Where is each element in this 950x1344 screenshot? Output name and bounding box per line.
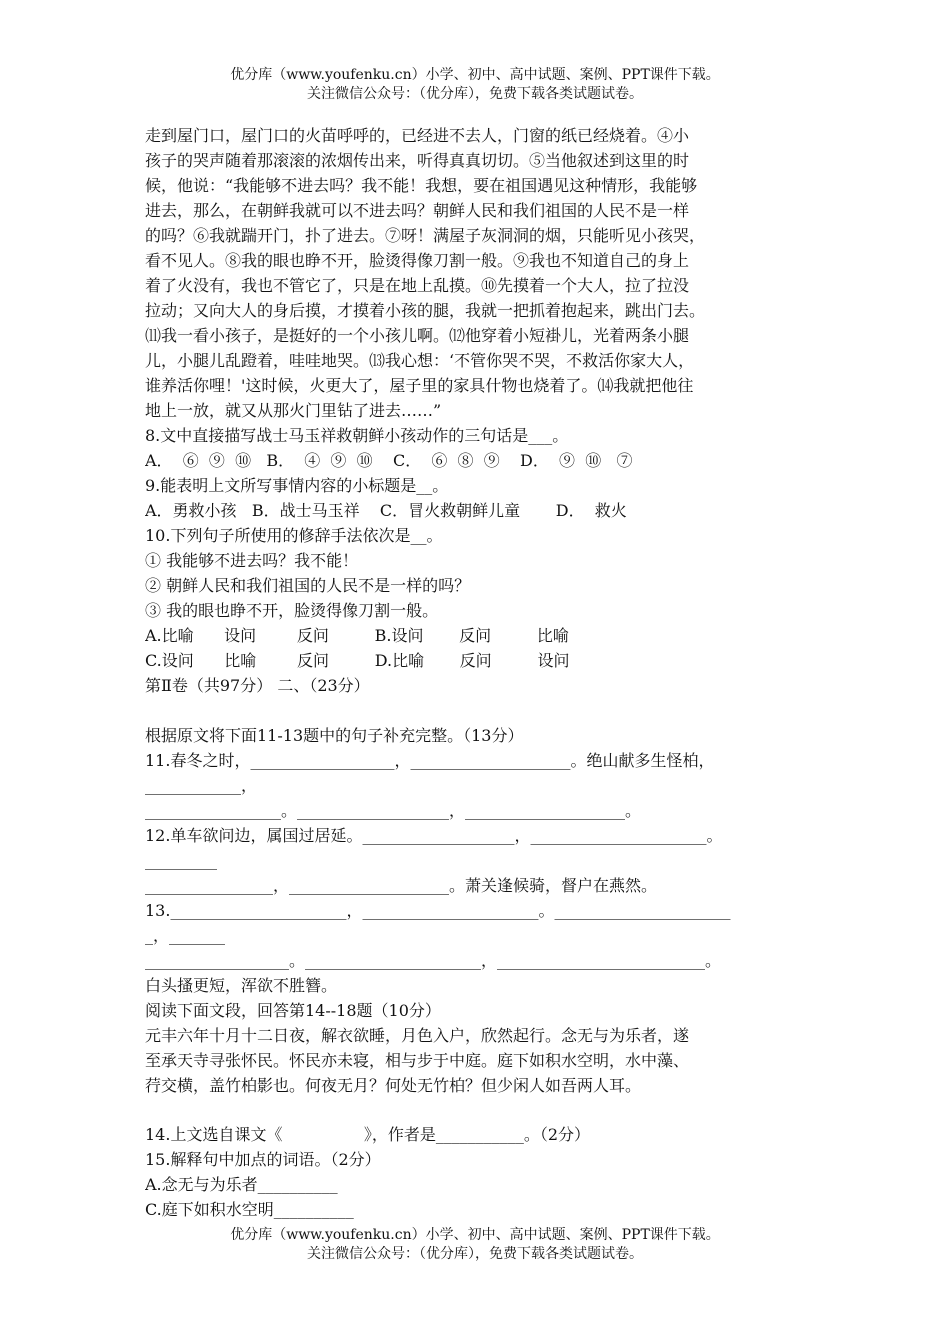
passage-line: 走到屋门口，屋门口的火苗呼呼的，已经进不去人，门窗的纸已经烧着。④小 bbox=[145, 126, 690, 145]
spacer bbox=[145, 1098, 825, 1122]
passage-line: 候，他说：“我能够不进去吗？我不能！我想，要在祖国遇见这种情形，我能够 bbox=[145, 176, 698, 195]
question-10: 10.下列句子所使用的修辞手法依次是__。 bbox=[145, 526, 443, 545]
question-11: 11.春冬之时，__________________，____________________。绝山献多生怪柏， bbox=[145, 751, 715, 770]
question-12-cont-2: ________________，____________________。萧关逢候骑，督户在燕然。 bbox=[145, 876, 658, 895]
question-14: 14.上文选自课文《 》，作者是___________。（2分） bbox=[145, 1125, 591, 1144]
question-12-cont: _________ bbox=[145, 851, 217, 870]
classical-passage-line: 至承天寺寻张怀民。怀民亦未寝，相与步于中庭。庭下如积水空明，水中藻、 bbox=[145, 1051, 690, 1070]
page-footer bbox=[0, 1226, 950, 1264]
question-11-cont: ____________， bbox=[145, 776, 258, 795]
question-12: 12.单车欲问边，属国过居延。___________________，______________________。 bbox=[145, 826, 723, 845]
passage-line: 地上一放，就又从那火门里钻了进去……” bbox=[145, 401, 442, 420]
footer-line-2: 关注微信公众号：（优分库），免费下载各类试题试卷。 bbox=[307, 1246, 643, 1262]
reading-instructions: 阅读下面文段，回答第14--18题（10分） bbox=[145, 1001, 441, 1020]
passage-line: 孩子的哭声随着那滚滚的浓烟传出来，听得真真切切。⑤当他叙述到这里的时 bbox=[145, 151, 690, 170]
question-13-cont-2: __________________。______________________，__________________________。 bbox=[145, 951, 721, 970]
passage-line: ⑾我一看小孩子，是挺好的一个小孩儿啊。⑿他穿着小短褂儿，光着两条小腿 bbox=[145, 326, 690, 345]
questions-14-15 bbox=[145, 1122, 825, 1222]
passage-line: 着了火没有，我也不管它了，只是在地上乱摸。⑩先摸着一个大人，拉了拉没 bbox=[145, 276, 690, 295]
header-line-2: 关注微信公众号：（优分库），免费下载各类试题试卷。 bbox=[307, 86, 643, 102]
question-11-cont-2: _________________。___________________，____________________。 bbox=[145, 801, 642, 820]
passage-line: 拉动；又向大人的身后摸，才摸着小孩的腿，我就一把抓着抱起来，跳出门去。 bbox=[145, 301, 706, 320]
question-10-options-ab: A.比喻 设问 反问 B.设问 反问 比喻 bbox=[145, 626, 569, 645]
page-header bbox=[0, 66, 950, 104]
question-10-sentence-1: ① 我能够不进去吗？我不能！ bbox=[145, 551, 359, 570]
questions-8-10 bbox=[145, 423, 825, 698]
document-body bbox=[145, 123, 825, 1222]
questions-11-13 bbox=[145, 723, 825, 1098]
question-10-sentence-3: ③ 我的眼也睁不开，脸烫得像刀割一般。 bbox=[145, 601, 439, 620]
question-10-sentence-2: ② 朝鲜人民和我们祖国的人民不是一样的吗？ bbox=[145, 576, 471, 595]
passage-line: 谁养活你哩！'这时候，火更大了，屋子里的家具什物也烧着了。⒁我就把他往 bbox=[145, 376, 694, 395]
question-13-cont: _，_______ bbox=[145, 926, 226, 945]
question-9-options: A．勇救小孩 B．战士马玉祥 C．冒火救朝鲜儿童 D． 救火 bbox=[145, 501, 627, 520]
fill-in-instructions: 根据原文将下面11-13题中的句子补充完整。（13分） bbox=[145, 726, 524, 745]
question-15-a: A.念无与为乐者__________ bbox=[145, 1175, 338, 1194]
question-8-options: A． ⑥ ⑨ ⑩ B． ④ ⑨ ⑩ C． ⑥ ⑧ ⑨ D． ⑨ ⑩ ⑦ bbox=[145, 451, 633, 470]
question-8: 8.文中直接描写战士马玉祥救朝鲜小孩动作的三句话是___。 bbox=[145, 426, 569, 445]
header-line-1: 优分库（www.youfenku.cn）小学、初中、高中试题、案例、PPT课件下载。 bbox=[230, 67, 720, 83]
passage-line: 的吗？⑥我就踹开门，扑了进去。⑦呀！满屋子灰洞洞的烟，只能听见小孩哭， bbox=[145, 226, 706, 245]
footer-line-1: 优分库（www.youfenku.cn）小学、初中、高中试题、案例、PPT课件下载。 bbox=[230, 1227, 720, 1243]
question-13: 13.______________________，______________________。______________________ bbox=[145, 901, 731, 920]
classical-passage-line: 荇交横，盖竹柏影也。何夜无月？何处无竹柏？但少闲人如吾两人耳。 bbox=[145, 1076, 642, 1095]
reading-passage bbox=[145, 123, 825, 423]
classical-passage-line: 元丰六年十月十二日夜，解衣欲睡，月色入户，欣然起行。念无与为乐者，遂 bbox=[145, 1026, 690, 1045]
passage-line: 儿，小腿儿乱蹬着，哇哇地哭。⒀我心想：‘不管你哭不哭，不救活你家大人， bbox=[145, 351, 695, 370]
question-10-options-cd: C.设问 比喻 反问 D.比喻 反问 设问 bbox=[145, 651, 570, 670]
spacer bbox=[145, 698, 825, 723]
passage-line: 进去，那么，在朝鲜我就可以不进去吗？朝鲜人民和我们祖国的人民不是一样 bbox=[145, 201, 690, 220]
passage-line: 看不见人。⑧我的眼也睁不开，脸烫得像刀割一般。⑨我也不知道自己的身上 bbox=[145, 251, 690, 270]
question-13-cont-3: 白头搔更短，浑欲不胜簪。 bbox=[145, 976, 338, 995]
question-15: 15.解释句中加点的词语。（2分） bbox=[145, 1150, 381, 1169]
question-9: 9.能表明上文所写事情内容的小标题是__。 bbox=[145, 476, 449, 495]
section-ii-heading: 第Ⅱ卷（共97分） 二、（23分） bbox=[145, 676, 370, 695]
question-15-c: C.庭下如积水空明__________ bbox=[145, 1200, 354, 1219]
